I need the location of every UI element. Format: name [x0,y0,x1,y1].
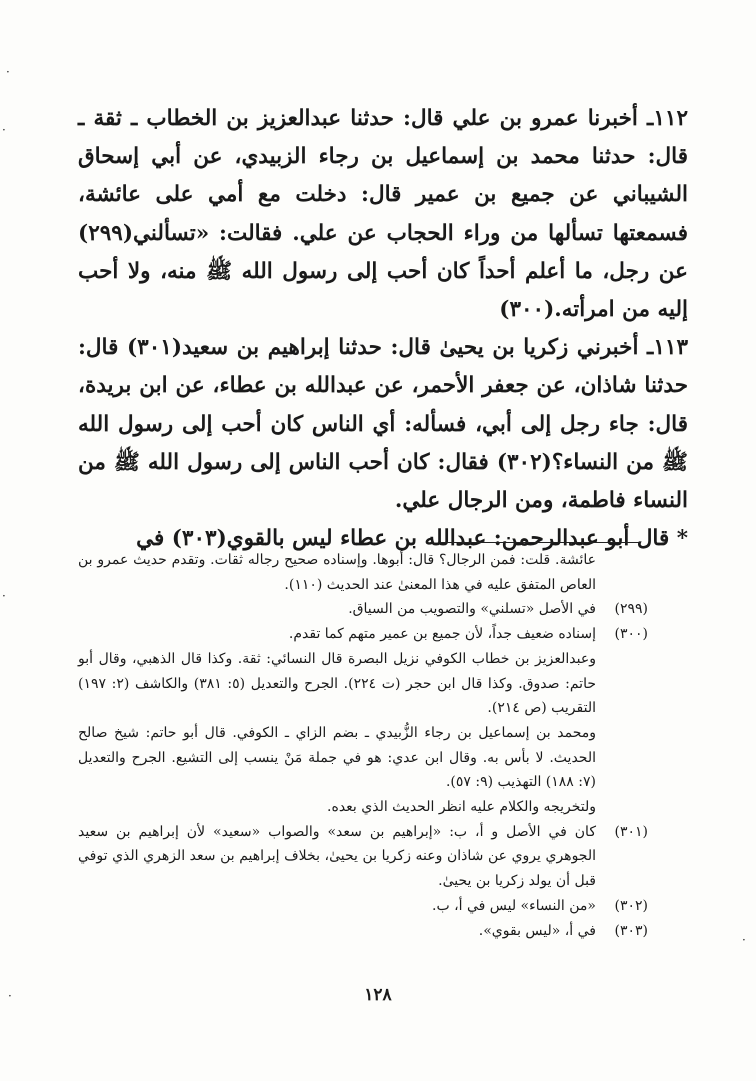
footnote-text: «من النساء» ليس في أ، ب. [432,897,596,914]
footnote-number: (٢٩٩) [614,601,648,618]
page-number: ١٢٨ [364,985,392,1005]
footnote-paragraph: ومحمد بن إسماعيل بن رجاء الزُّبيدي ـ بضم الزاي ـ الكوفي. قال أبو حاتم: شيخ صالح الحديث. لا بأس به. وقال ابن عدي: هو في جملة مَنْ ينسب إلى التشيع. الجرح والتعديل (٧: ١٨٨) التهذيب (٩: ٥٧). [78,724,596,791]
footnote-text: في الأصل «تسلني» والتصويب من السياق. [348,601,596,618]
scan-mark: · [8,989,12,1003]
scan-mark: · [2,589,6,603]
footnote-300 [78,622,648,647]
footnote-303 [78,919,648,944]
hadith-113: ١١٣ـ أخبرني زكريا بن يحيىٰ قال: حدثنا إبراهيم بن سعيد(٣٠١) قال: حدثنا شاذان، عن جعفر الأحمر، عن عبدالله بن عطاء، عن ابن بريدة، قال: جاء رجل إلى أبي، فسأله: أي الناس كان أحب إلى رسول الله ﷺ من النساء؟(٣٠٢) فقال: كان أحب الناس إلى رسول الله ﷺ من النساء فاطمة، ومن الرجال علي. [78,335,688,514]
footnote-299 [78,597,648,622]
hadith-112: ١١٢ـ أخبرنا عمرو بن علي قال: حدثنا عبدالعزيز بن الخطاب ـ ثقة ـ قال: حدثنا محمد بن إسماعيل بن رجاء الزبيدي، عن أبي إسحاق الشيباني عن جميع بن عمير قال: دخلت مع أمي على عائشة، فسمعتها تسألها من وراء الحجاب عن علي. فقالت: «تسألني(٢٩٩) عن رجل، ما أعلم أحداً كان أحب إلى رسول الله ﷺ منه، ولا أحب إليه من امرأته.(٣٠٠) [78,106,688,323]
footnote-continuation: عائشة. قلت: فمن الرجال؟ قال: أبوها. وإسناده صحيح رجاله ثقات. وتقدم حديث عمرو بن العاص المتفق عليه في هذا المعنىٰ عند الحديث (١١٠). [78,552,596,593]
footnote-paragraph: ولتخريجه والكلام عليه انظر الحديث الذي بعده. [327,799,596,816]
footnote-text: إسناده ضعيف جداً، لأن جميع بن عمير متهم كما تقدم. [288,626,596,643]
footnote-separator [438,542,641,543]
commentary-line: * قال أبو عبدالرحمن: عبدالله بن عطاء ليس بالقوي(٣٠٣) في [136,526,688,552]
footnote-number: (٣٠٣) [614,922,648,939]
scan-mark: · [6,65,10,79]
footnote-text: كان في الأصل و أ، ب: «إبراهيم بن سعد» والصواب «سعيد» لأن إبراهيم بن سعيد الجوهري يروي عن شاذان وعنه زكريا بن يحيىٰ، بخلاف إبراهيم بن سعد الزهري الذي توفي قبل أن يولد زكريا بن يحيىٰ. [78,823,596,890]
footnotes [78,548,648,943]
scan-mark: · [742,933,746,947]
footnote-302 [78,894,648,919]
footnote-number: (٣٠١) [614,823,648,840]
scan-mark: · [2,123,6,137]
footnote-number: (٣٠٢) [614,897,648,914]
footnote-paragraph: وعبدالعزيز بن خطاب الكوفي نزيل البصرة قال النسائي: ثقة. وكذا قال الذهبي، وقال أبو حاتم: صدوق. وكذا قال ابن حجر (ت ٢٢٤). الجرح والتعديل (٥: ٣٨١) والكاشف (٢: ١٩٧) التقريب (ص ٢١٤). [78,650,596,717]
footnote-text: في أ، «ليس بقوي». [478,922,596,939]
footnote-301 [78,820,648,894]
footnote-number: (٣٠٠) [614,626,648,643]
main-text [78,100,688,558]
